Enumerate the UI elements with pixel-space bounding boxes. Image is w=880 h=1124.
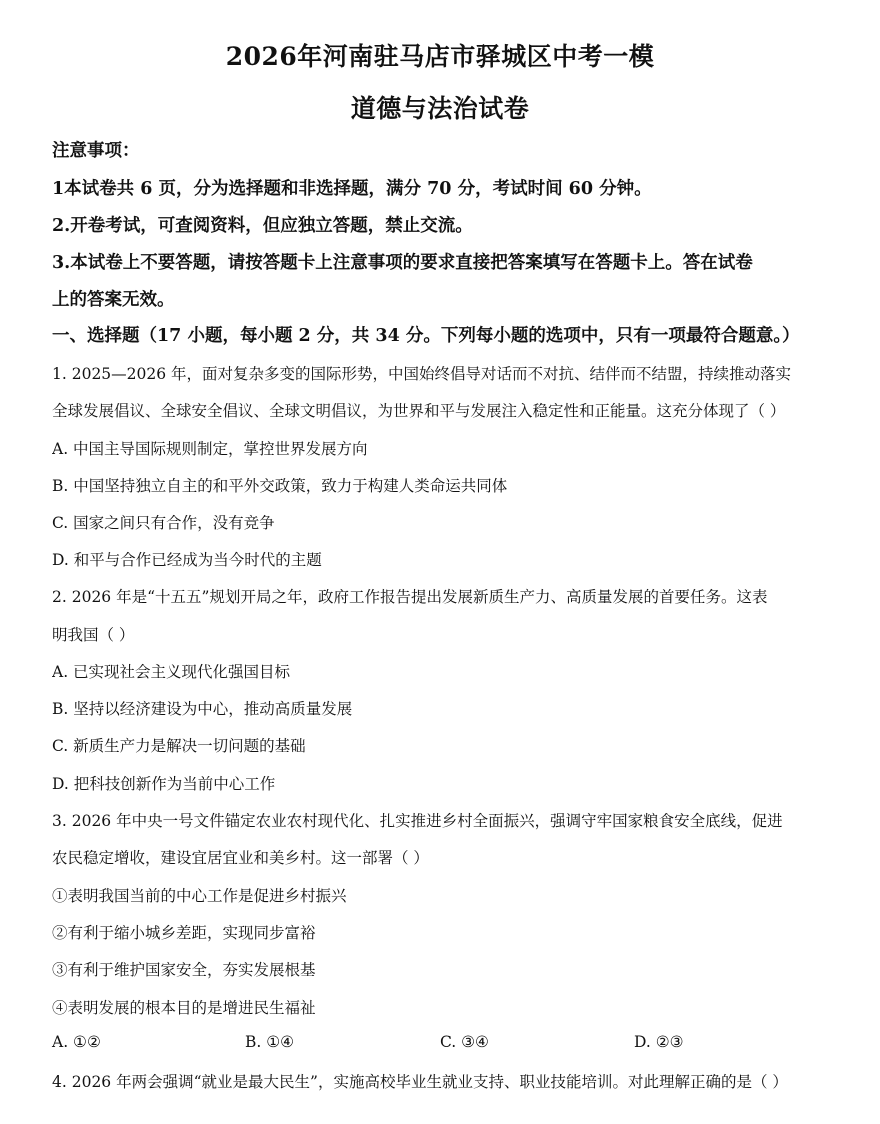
section-heading: 一、选择题（17 小题，每小题 2 分，共 34 分。下列每小题的选项中，只有一项最符合题意。） [52, 326, 800, 346]
q3-statement-4: ④表明发展的根本目的是增进民生福祉 [52, 999, 316, 1017]
notice-item-1: 1本试卷共 6 页，分为选择题和非选择题，满分 70 分，考试时间 60 分钟。 [52, 179, 652, 199]
q3-stem-line-2: 农民稳定增收，建设宜居宜业和美乡村。这一部署（ ） [52, 849, 429, 867]
q1-option-b: B. 中国坚持独立自主的和平外交政策，致力于构建人类命运共同体 [52, 477, 508, 495]
notice-item-3-line-2: 上的答案无效。 [52, 290, 175, 310]
q1-option-c: C. 国家之间只有合作，没有竞争 [52, 514, 275, 532]
q3-statement-3: ③有利于维护国家安全，夯实发展根基 [52, 961, 316, 979]
q1-stem-line-1: 1. 2025—2026 年，面对复杂多变的国际形势，中国始终倡导对话而不对抗、结伴而不结盟，持续推动落实 [52, 365, 792, 383]
exam-subject-title: 道德与法治试卷 [350, 94, 530, 123]
notice-item-3-line-1: 3.本试卷上不要答题，请按答题卡上注意事项的要求直接把答案填写在答题卡上。答在试卷 [52, 253, 753, 273]
exam-title: 2026年河南驻马店市驿城区中考一模 [225, 42, 655, 71]
q3-option-b: B. ①④ [245, 1033, 295, 1051]
q2-stem-line-2: 明我国（ ） [52, 626, 135, 644]
q3-option-c: C. ③④ [440, 1033, 489, 1051]
q3-option-a: A. ①② [52, 1033, 101, 1051]
q2-stem-line-1: 2. 2026 年是“十五五”规划开局之年，政府工作报告提出发展新质生产力、高质量发展的首要任务。这表 [52, 588, 768, 606]
q1-stem-line-2: 全球发展倡议、全球安全倡议、全球文明倡议，为世界和平与发展注入稳定性和正能量。这充分体现了（ ） [52, 402, 786, 420]
q2-option-a: A. 已实现社会主义现代化强国目标 [52, 663, 291, 681]
q2-option-c: C. 新质生产力是解决一切问题的基础 [52, 737, 306, 755]
q3-statement-2: ②有利于缩小城乡差距，实现同步富裕 [52, 924, 316, 942]
q2-option-b: B. 坚持以经济建设为中心，推动高质量发展 [52, 700, 353, 718]
q3-option-d: D. ②③ [634, 1033, 684, 1051]
q2-option-d: D. 把科技创新作为当前中心工作 [52, 775, 276, 793]
q1-option-d: D. 和平与合作已经成为当今时代的主题 [52, 551, 322, 569]
notice-item-2: 2.开卷考试，可查阅资料，但应独立答题，禁止交流。 [52, 216, 473, 236]
q3-statement-1: ①表明我国当前的中心工作是促进乡村振兴 [52, 887, 347, 905]
q3-stem-line-1: 3. 2026 年中央一号文件锚定农业农村现代化、扎实推进乡村全面振兴，强调守牢国家粮食安全底线，促进 [52, 812, 783, 830]
q1-option-a: A. 中国主导国际规则制定，掌控世界发展方向 [52, 440, 368, 458]
q4-stem-line-1: 4. 2026 年两会强调“就业是最大民生”，实施高校毕业生就业支持、职业技能培训。对此理解正确的是（ ） [52, 1073, 788, 1091]
notice-heading: 注意事项： [52, 141, 140, 161]
